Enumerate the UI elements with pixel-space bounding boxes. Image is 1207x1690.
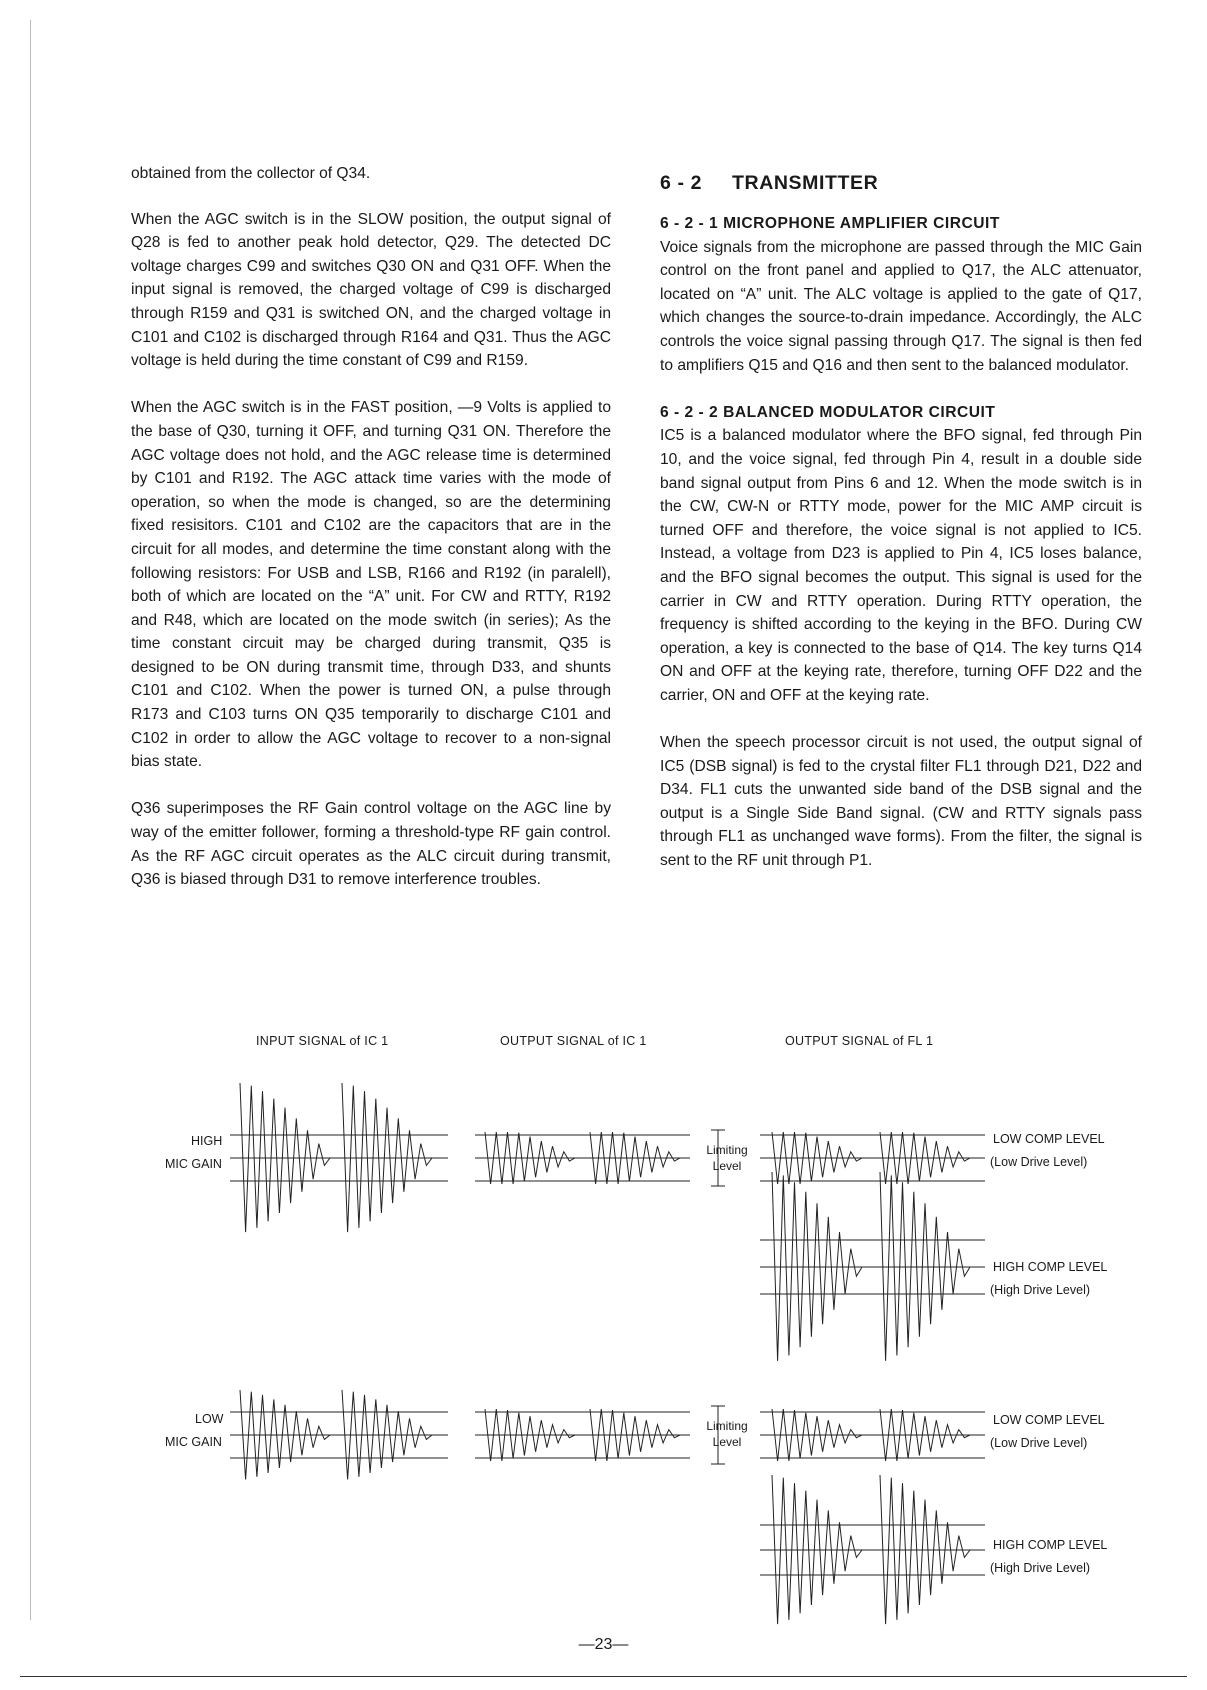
caption-input-ic1: INPUT SIGNAL of IC 1 <box>256 1034 389 1048</box>
low-mic-gain-label: MIC GAIN <box>165 1435 222 1449</box>
high-mic-gain-label: HIGH <box>191 1134 223 1148</box>
subsection-heading: 6 - 2 - 2 BALANCED MODULATOR CIRCUIT <box>660 403 996 421</box>
comp-level-label: HIGH COMP LEVEL <box>993 1260 1108 1274</box>
right-column <box>660 162 1142 896</box>
low-mic-gain-label: LOW <box>195 1412 224 1426</box>
drive-level-label: (High Drive Level) <box>990 1283 1091 1297</box>
section-title: TRANSMITTER <box>732 172 879 194</box>
paragraph: IC5 is a balanced modulator where the BFO signal, fed through Pin 10, and the voice signal, fed through Pin 4, result in a double side band signal output from Pins 6 and 12. When the mode switch is in the CW, CW-N or RTTY mode, power for the MIC AMP circuit is turned OFF and therefore, the voice signal is not applied to IC5. Instead, a voltage from D23 is applied to Pin 4, IC5 loses balance, and the BFO signal becomes the output. This signal is used for the carrier in CW and RTTY operation. During RTTY operation, the frequency is shifted according to the keying in the BFO. During CW operation, a key is connected to the base of Q14. The key turns Q14 ON and OFF at the keying rate, therefore, turning OFF D22 and the carrier, ON and OFF at the keying rate. <box>660 427 1142 704</box>
fl1-burst <box>880 1172 978 1361</box>
caption-output-ic1: OUTPUT SIGNAL of IC 1 <box>500 1034 647 1048</box>
drive-level-label: (Low Drive Level) <box>990 1155 1088 1169</box>
paragraph: Voice signals from the microphone are passed through the MIC Gain control on the front panel and applied to Q17, the ALC attenuator, located on “A” unit. The ALC voltage is applied to the gate of Q17, which changes the source-to-drain impedance. Accordingly, the ALC controls the voice signal passing through Q17. The signal is then fed to amplifiers Q15 and Q16 and then sent to the balanced modulator. <box>660 238 1142 374</box>
left-column <box>131 162 611 915</box>
limiting-text: Limiting <box>706 1419 748 1433</box>
paragraph: obtained from the collector of Q34. <box>131 165 371 182</box>
subsection-heading: 6 - 2 - 1 MICROPHONE AMPLIFIER CIRCUIT <box>660 215 1000 232</box>
comp-level-label: LOW COMP LEVEL <box>993 1132 1105 1146</box>
waveform-figure <box>0 1030 1207 1630</box>
level-text: Level <box>712 1435 742 1449</box>
page-number: —23— <box>578 1636 629 1653</box>
paragraph: Q36 superimposes the RF Gain control voltage on the AGC line by way of the emitter follower, forming a threshold-type RF gain control. As the RF AGC circuit operates as the ALC circuit during transmit, Q36 is biased through D31 to remove interference troubles. <box>131 800 611 889</box>
drive-level-label: (Low Drive Level) <box>990 1436 1088 1450</box>
limiting-text: Limiting <box>706 1143 748 1157</box>
paragraph: When the AGC switch is in the FAST position, —9 Volts is applied to the base of Q30, turning it OFF, and turning Q31 ON. Therefore the AGC voltage does not hold, and the AGC release time is determined by C101 and R192. The AGC attack time varies with the mode of operation, so when the mode is changed, so are the determining fixed resisitors. C101 and C102 are the capacitors that are in the circuit for all modes, and determine the time constant along with the following resistors: For USB and LSB, R166 and R192 (in paralell), both of which are located on the “A” unit. For CW and RTTY, R192 and R48, which are located on the mode switch (in series); As the time constant circuit may be charged during transmit, Q35 is designed to be ON during transmit time, through D33, and shunts C101 and C102. When the power is turned ON, a pulse through R173 and C103 turns ON Q35 temporarily to discharge C101 and C102 in order to allow the AGC voltage to recover to a non-signal bias state. <box>131 399 611 771</box>
limiting-level-label <box>697 1418 757 1450</box>
section-number: 6 - 2 <box>660 172 703 194</box>
section-heading <box>660 170 1142 196</box>
paragraph: When the AGC switch is in the SLOW position, the output signal of Q28 is fed to another peak hold detector, Q29. The detected DC voltage charges C99 and switches Q30 ON and Q31 OFF. When the input signal is removed, the charged voltage of C99 is discharged through R159 and Q31 is switched ON, and the charged voltage in C101 and C102 is discharged through R164 and Q31. Thus the AGC voltage is held during the time constant of C99 and R159. <box>131 210 611 370</box>
caption-output-fl1: OUTPUT SIGNAL of FL 1 <box>785 1034 934 1048</box>
drive-level-label: (High Drive Level) <box>990 1561 1091 1575</box>
bottom-rule <box>20 1676 1187 1677</box>
fl1-burst <box>772 1172 870 1361</box>
comp-level-label: HIGH COMP LEVEL <box>993 1538 1108 1552</box>
comp-level-label: LOW COMP LEVEL <box>993 1413 1105 1427</box>
level-text: Level <box>712 1159 742 1173</box>
high-mic-gain-label: MIC GAIN <box>165 1157 222 1171</box>
limiting-level-label <box>697 1142 757 1174</box>
paragraph: When the speech processor circuit is not used, the output signal of IC5 (DSB signal) is fed to the crystal filter FL1 through D21, D22 and D34. FL1 cuts the unwanted side band of the DSB signal and the output is a Single Side Band signal. (CW and RTTY signals pass through FL1 as unchanged wave forms). From the filter, the signal is sent to the RF unit through P1. <box>660 734 1142 870</box>
